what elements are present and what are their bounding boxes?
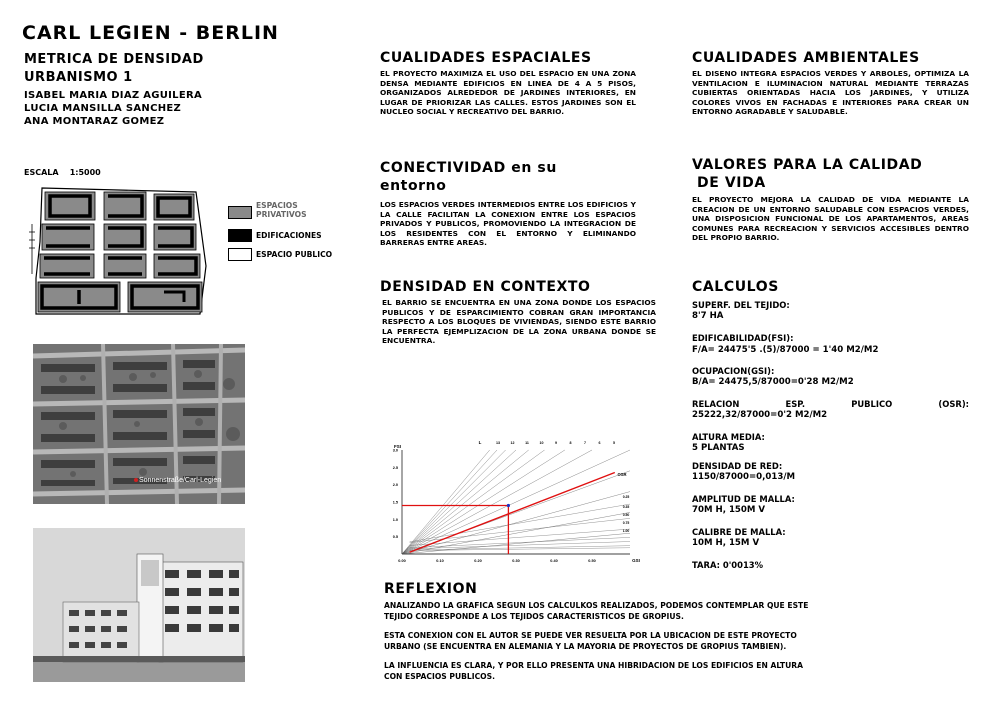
calc-value-osr: 25222,32/87000=0'2 M2/M2: [692, 410, 828, 420]
heading-reflexion: REFLEXION: [384, 581, 478, 597]
chart-y-tick: 3.0: [392, 448, 398, 453]
calc-label-fsi: EDIFICABILIDAD(FSI):: [692, 333, 794, 343]
calc-label-amplitud: AMPLITUD DE MALLA:: [692, 494, 795, 504]
chart-l-tick: 12: [510, 441, 515, 445]
calc-value-superficie: 8'7 HA: [692, 311, 724, 321]
legend-swatch-edificaciones: [228, 229, 252, 242]
aerial-photo: [33, 344, 245, 504]
text-conectividad: LOS ESPACIOS VERDES INTERMEDIOS ENTRE LOS EDIFICIOS Y LA CALLE FACILITAN LA CONEXION ENTRE LOS ESPACIOS PRIVADOS Y PUBLICOS, PROMOVIENDO LA INTEGRACION DE LOS RESIDENTES CON EL ENTORNO Y ELIMINANDO BARRERAS ENTRE AREAS.: [380, 200, 636, 248]
calc-value-altura: 5 PLANTAS: [692, 443, 745, 453]
calc-label-superficie: SUPERF. DEL TEJIDO:: [692, 300, 790, 310]
heading-conectividad-2: entorno: [380, 178, 447, 194]
heading-densidad: DENSIDAD EN CONTEXTO: [380, 279, 591, 295]
chart-l-tick: 7: [584, 441, 586, 445]
building-photo: [33, 528, 245, 682]
aerial-street-label: Sonnenstraße/Carl-Legien: [139, 477, 222, 484]
chart-osr-tick: 0.35: [622, 505, 630, 509]
text-espaciales: EL PROYECTO MAXIMIZA EL USO DEL ESPACIO EN UNA ZONA DENSA MEDIANTE EDIFICIOS EN LINEA DE 4 A 5 PISOS, ORGANIZADOS ALREDEDOR DE JARDINES INTERIORES, EN LUGAR DE PRIORIZAR LAS CALLES. ESTOS JARDINES SON EL NUCLEO SOCIAL Y RECREATIVO DEL BARRIO.: [380, 69, 636, 117]
chart-osr-line: [410, 529, 630, 545]
calc-label-densidad-red: DENSIDAD DE RED:: [692, 461, 783, 471]
calc-value-calibre: 10M H, 15M V: [692, 538, 760, 548]
chart-l-tick: 5: [613, 441, 615, 445]
calc-value-fsi: F/A= 24475'5 .(5)/87000 = 1'40 M2/M2: [692, 345, 879, 355]
legend-label-edificaciones: EDIFICACIONES: [256, 231, 322, 240]
legend-label-privativos: ESPACIOS PRIVATIVOS: [256, 201, 307, 219]
text-densidad: EL BARRIO SE ENCUENTRA EN UNA ZONA DONDE LOS ESPACIOS PUBLICOS Y DE ESPARCIMIENTO COBRAN GRAN IMPORTANCIA RESPECTO A LOS BLOQUES DE VIVIENDAS, SIENDO ESTE BARRIO LA PERFECTA EJEMPLIZACION DE LA ZONA URBANA DONDE SE ENCUENTRA.: [382, 298, 656, 346]
calc-label-osr: RELACION ESP. PUBLICO (OSR):: [692, 399, 969, 409]
heading-conectividad-1: CONECTIVIDAD en su: [380, 160, 557, 176]
reflexion-p1-line1: ANALIZANDO LA GRAFICA SEGUN LOS CALCULKOS REALIZADOS, PODEMOS CONTEMPLAR QUE ESTE: [384, 601, 809, 610]
spacemate-chart: [380, 436, 652, 570]
reflexion-p2-line1: ESTA CONEXION CON EL AUTOR SE PUEDE VER RESUELTA POR LA UBICACION DE ESTE PROYECTO: [384, 631, 797, 640]
author-1: ISABEL MARIA DIAZ AGUILERA: [24, 90, 203, 101]
author-3: ANA MONTARAZ GOMEZ: [24, 116, 165, 127]
chart-l-line: [402, 450, 545, 554]
chart-x-tick: 0.50: [588, 559, 596, 563]
heading-valores-2: DE VIDA: [697, 175, 766, 191]
heading-valores-1: VALORES PARA LA CALIDAD: [692, 157, 923, 173]
chart-x-tick: 0.40: [550, 559, 558, 563]
chart-osr-tick: 0.50: [622, 513, 630, 517]
chart-x-label: GSI: [632, 558, 640, 563]
text-ambientales: EL DISENO INTEGRA ESPACIOS VERDES Y ARBOLES, OPTIMIZA LA VENTILACION E ILUMINACION NATURAL MEDIANTE TERRAZAS CUBIERTAS ORIENTADAS HACIA LOS JARDINES, Y UTILIZA COLORES VIVOS EN FACHADAS E INTERIORES PARA CREAR UN ENTORNO AGRADABLE Y SALUDABLE.: [692, 69, 969, 117]
page-title: CARL LEGIEN - BERLIN: [22, 22, 279, 44]
subtitle-urbanismo: URBANISMO 1: [24, 70, 133, 85]
chart-trend-line: [410, 473, 615, 553]
chart-l-tick: 8: [569, 441, 572, 445]
legend-swatch-publico: [228, 248, 252, 261]
chart-l-line: [402, 450, 506, 554]
chart-y-tick: 1.5: [392, 500, 398, 505]
chart-osr-line: [410, 548, 630, 551]
chart-y-tick: 2.0: [392, 483, 398, 488]
chart-x-tick: 0.30: [512, 559, 520, 563]
chart-l-tick: 9: [555, 441, 557, 445]
heading-calculos: CALCULOS: [692, 279, 779, 295]
reflexion-p3-line1: LA INFLUENCIA ES CLARA, Y POR ELLO PRESENTA UNA HIBRIDACION DE LOS EDIFICIOS EN ALTURA: [384, 661, 803, 670]
reflexion-p1-line2: TEJIDO CORRESPONDE A LOS TEJIDOS CARACTERISTICOS DE GROPIUS.: [384, 612, 684, 621]
reflexion-p3-line2: CON ESPACIOS PUBLICOS.: [384, 672, 495, 681]
subtitle-metrica: METRICA DE DENSIDAD: [24, 52, 204, 67]
legend-swatch-privativos: [228, 206, 252, 219]
chart-l-tick: 11: [525, 441, 529, 445]
chart-y-tick: 2.5: [392, 465, 398, 470]
legend-label-publico: ESPACIO PUBLICO: [256, 250, 333, 259]
calc-value-gsi: B/A= 24475,5/87000=0'28 M2/M2: [692, 377, 854, 387]
heading-ambientales: CUALIDADES AMBIENTALES: [692, 50, 920, 66]
text-valores: EL PROYECTO MEJORA LA CALIDAD DE VIDA MEDIANTE LA CREACION DE UN ENTORNO SALUDABLE CON ESPACIOS VERDES, UNA DISPOSICION FUNCIONAL DE LOS APARTAMENTOS, AREAS COMUNES PARA RECREACION Y SERVICIOS ACCESIBLES DENTRO DEL PROPIO BARRIO.: [692, 195, 969, 243]
calc-label-gsi: OCUPACION(GSI):: [692, 366, 775, 376]
calc-label-altura: ALTURA MEDIA:: [692, 432, 765, 442]
calc-label-tara: TARA: 0'0013%: [692, 560, 763, 570]
chart-l-line: [402, 450, 630, 554]
chart-y-tick: 1.0: [392, 517, 398, 522]
chart-l-tick: 6: [598, 441, 601, 445]
chart-l-line: [402, 450, 529, 554]
chart-x-tick: 0.00: [398, 559, 406, 563]
chart-osr-tick: 0.75: [622, 521, 630, 525]
calc-value-densidad-red: 1150/87000=0,013/M: [692, 472, 796, 482]
chart-l-tick: 10: [539, 441, 544, 445]
chart-osr-label: OSR: [617, 472, 627, 477]
scale-label: ESCALA 1:5000: [24, 168, 101, 177]
reflexion-p2-line2: URBANO (SE ENCUENTRA EN ALEMANIA Y LA MAYORIA DE PROYECTOS DE GROPIUS TAMBIEN).: [384, 642, 787, 651]
calc-label-calibre: CALIBRE DE MALLA:: [692, 527, 786, 537]
chart-osr-tick: 0.25: [622, 495, 630, 499]
chart-osr-tick: 1.00: [622, 529, 630, 533]
chart-y-label: FSI: [394, 444, 402, 449]
chart-l-tick: 13: [496, 441, 500, 445]
chart-l-label: L: [478, 440, 482, 445]
author-2: LUCIA MANSILLA SANCHEZ: [24, 103, 182, 114]
chart-l-line: [402, 450, 497, 554]
site-plan: [24, 182, 220, 322]
chart-y-tick: 0.5: [392, 535, 398, 540]
chart-marker-point: [507, 504, 510, 507]
calc-value-amplitud: 70M H, 150M V: [692, 505, 766, 515]
chart-x-tick: 0.20: [474, 559, 482, 563]
heading-espaciales: CUALIDADES ESPACIALES: [380, 50, 592, 66]
chart-x-tick: 0.10: [436, 559, 444, 563]
